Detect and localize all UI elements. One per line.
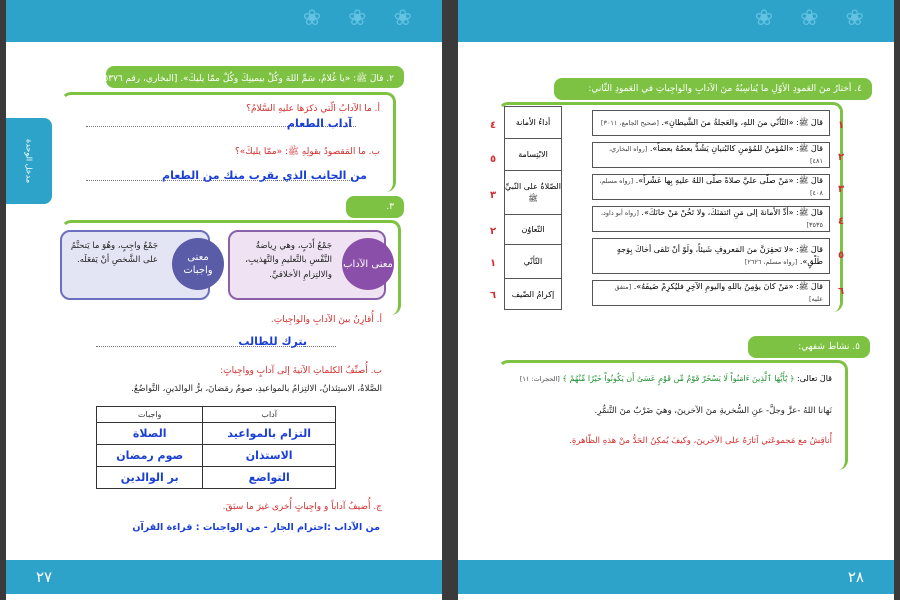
adab-circle: معنى الآداب [342, 238, 394, 290]
answer-number: ٢ [490, 226, 497, 237]
hadith-cite: [رواه مسلم، ٤٠٨] [599, 177, 823, 197]
left-page [6, 0, 442, 600]
hadith-number: ٤ [838, 216, 845, 227]
hadith-number: ٣ [838, 184, 845, 195]
table-row [97, 445, 336, 467]
words-list: الصَّلاةُ، الاستِئذانُ، الالتِزامُ بالمواعيدِ، صومُ رمَضانَ، برُّ الوالدَينِ، التَّواضُعُ. [131, 384, 382, 394]
verse-explanation: نَهانا اللهُ -عزَّ وجلَّ- عنِ السُّخريةِ منَ الآخرينَ، وهيَ ضَرْبٌ منَ التَّنمُّرِ. [594, 406, 832, 416]
left-footer-band [6, 560, 442, 594]
hadith-number: ٦ [838, 286, 845, 297]
hadith-row [592, 238, 830, 274]
answer-2a: آداب الطعام [286, 117, 352, 130]
hadith-row [592, 206, 830, 232]
side-tab-label: مدخل الوحدة [24, 138, 34, 184]
answer-3a: يترك للطالب [238, 335, 307, 348]
table-cell[interactable]: التواضع [203, 467, 336, 489]
adab-item: إكرامُ الضّيف [511, 290, 555, 300]
verse-cite: [الحجرات: ١١] [519, 375, 560, 383]
question-3b: ب. أُصنِّفُ الكلماتِ الآتيةَ إلى آدابٍ وواجِباتٍ: [220, 366, 382, 376]
header-ornament-icon: ❀ ❀ ❀ [754, 6, 874, 31]
verse-line [520, 374, 832, 383]
question-3c: ج. أُضيفُ آداباً و واجِباتٍ أُخرى غيرَ ما سبَقَ. [222, 502, 382, 512]
item4-banner: ٤. أختارُ منَ العَمودِ الأوّلِ ما يُناسِبُهُ منَ الآدابِ والواجِباتِ في العَمودِ الثّاني: [554, 78, 872, 100]
answer-2b: من الجانب الذي يقرب منك من الطعام [162, 169, 367, 182]
header-ornament-icon: ❀ ❀ ❀ [302, 6, 422, 31]
table-cell[interactable]: الاستذان [203, 445, 336, 467]
right-footer-band [458, 560, 894, 594]
adab-item: الابْتِسامة [505, 139, 561, 171]
question-2b: ب. ما المَقصودُ بقولِهِ ﷺ: «ممّا يليكَ»؟ [234, 147, 380, 157]
answer-number: ٣ [490, 190, 497, 201]
answer-number: ٥ [490, 154, 497, 165]
table-header-adab: آداب [203, 407, 336, 423]
question-2a: أ. ما الآدابُ الّتي ذكرَها عليهِ السَّلامُ؟ [246, 104, 380, 114]
adab-column [504, 106, 562, 310]
verse-text: ﴿ يَٰٓأَيُّهَا ٱلَّذِينَ ءَامَنُواْ لَا يَسْخَرْ قَوْمٌ مِّن قَوْمٍ عَسَىٰٓ أَن يَكُونُواْ خَيْرًا مِّنْهُمْ ﴾ [562, 374, 795, 383]
hadith-row [592, 110, 830, 136]
hadith-text: قالَ ﷺ: «التّأنّي منَ اللهِ، والعَجلةُ منَ الشَّيطانِ». [661, 118, 823, 127]
answer-3c: من الآداب :احترام الجار - من الواجبات : قراءة القرآن [132, 522, 380, 533]
hadith-text: قالَ ﷺ: «أدِّ الأمانةَ إلى مَنِ ائتمَنَكَ، ولا تَخُنْ مَنْ خانَكَ». [641, 208, 823, 217]
table-row [97, 467, 336, 489]
hadith-cite: [صحيح الجامع، ٣٠١١] [600, 119, 659, 127]
hadith-row [592, 280, 830, 306]
hadith-text: قالَ ﷺ: «لا تَحقِرَنَّ منَ المَعروفِ شَيئاً، ولَوْ أنْ تَلقى أخاكَ بِوَجهٍ طَلْقٍ». [616, 245, 823, 266]
hadith-cite: [رواه البخاري، ٤٨١] [608, 145, 823, 165]
left-page-number: ٢٧ [36, 568, 53, 586]
right-header-band [458, 0, 894, 42]
wajib-card-text: جَمْعُ واجِبٍ، وهُوَ ما يَتحتَّمُ على الشَّخصِ أنْ يَفعَلَه. [70, 241, 158, 266]
adab-item: التّعاوُن [505, 215, 561, 245]
answer-number: ٤ [490, 120, 497, 131]
item2-banner: ٢. قالَ ﷺ: «يا غُلامُ، سَمِّ اللهَ وكُلْ بيمينِكَ وكُلْ ممّا يليكَ». [البخاري، رقم ٥٣٧٦] [106, 66, 404, 88]
wajib-circle: معنى واجبات [172, 238, 224, 290]
hadith-row [592, 142, 830, 168]
adab-card-text: جَمْعُ أَدَبٍ، وهي رِياضةُ النَّفْسِ بالتَّعليمِ والتَّهذيبِ، والالتِزامِ الأخلاقيِّ. [245, 241, 332, 280]
hadith-text: قالَ ﷺ: «مَنْ صلّى عليَّ صلاةً صلّى اللهُ عليهِ بِها عَشْراً». [635, 176, 823, 185]
hadith-cite: [متفق عليه] [614, 283, 823, 303]
table-cell[interactable]: التزام بالمواعيد [203, 423, 336, 445]
table-header-row [97, 407, 336, 423]
table-cell[interactable]: بر الوالدين [97, 467, 203, 489]
adab-item: الصّلاةُ على النّبيِّ ﷺ [505, 171, 561, 215]
question-3a: أ. أُقارِنُ بينَ الآدابِ والواجِباتِ. [270, 315, 382, 325]
adab-item: التّأنّي [505, 245, 561, 279]
answer-number: ١ [490, 258, 497, 269]
table-header-wajibat: واجبات [97, 407, 203, 423]
hadith-text: قالَ ﷺ: «المُؤمنُ للمُؤمنِ كالبُنيانِ يَشُدُّ بعضُهُ بعضاً». [649, 144, 823, 153]
item3-label: ٣. [346, 196, 404, 218]
discussion-prompt: أُناقِشُ مع مَجموعَتي آثارَهُ على الآخرينَ، وكيفَ يُمكِنُ الحَدُّ منْ هذهِ الظّاهرةِ. [569, 436, 832, 446]
table-cell[interactable]: صوم رمضان [97, 445, 203, 467]
right-page [458, 0, 894, 600]
side-tab[interactable] [6, 118, 52, 204]
left-header-band [6, 0, 442, 42]
hadith-cite: [رواه أبو داود، ٣٥٣٥] [600, 209, 823, 229]
table-row [97, 423, 336, 445]
hadith-text: قالَ ﷺ: «مَنْ كانَ يؤمِنُ باللهِ واليومِ الآخِرِ فليُكرِمْ ضَيفَهُ». [633, 282, 823, 291]
verse-intro: قالَ تعالى: [797, 374, 832, 383]
right-page-number: ٢٨ [847, 568, 864, 586]
hadith-number: ١ [838, 120, 845, 131]
classification-table [96, 406, 336, 489]
hadith-cite: [رواه مسلم، ٢٦٢٦] [744, 258, 798, 266]
hadith-number: ٢ [838, 152, 845, 163]
adab-item: أداءُ الأمانة [505, 107, 561, 139]
hadith-row [592, 174, 830, 200]
table-cell[interactable]: الصلاة [97, 423, 203, 445]
answer-number: ٦ [490, 290, 497, 301]
item5-banner: ٥. نشاط شفهي: [748, 336, 870, 358]
hadith-number: ٥ [838, 250, 845, 261]
